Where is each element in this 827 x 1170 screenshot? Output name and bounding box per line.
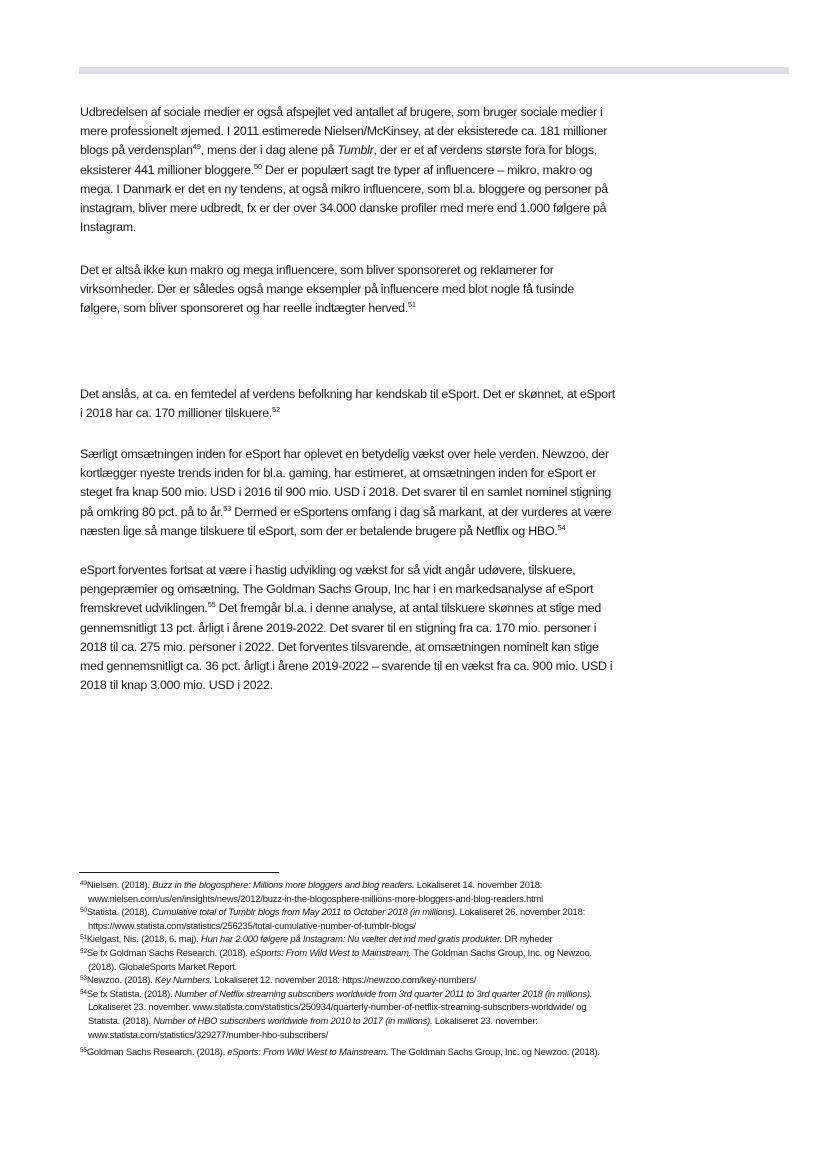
paragraph-influencers: Udbredelsen af sociale medier er også afspejlet ved antallet af brugere, som bruger sociale medier i mere professionelt øjemed. I 2011 estimerede Nielsen/McKinsey, at der eksisterede ca. 181 millioner blogs på verdensplan$^{49}$, mens der i dag alene på Tumblr, der er et af verdens største fora for blogs, eksisterer 441 millioner bloggere.$^{50}$ Der er populært sagt tre typer af influencere – mikro, makro og mega. I Danmark er det en ny tendens, at også mikro influencere, som bl.a. bloggere og personer på instagram, bliver mere udbredt, fx er der over 34.000 danske profiler med mere end 1.000 følgere på Instagram. (80, 105, 608, 235)
footnote-ref[interactable]: 52 (272, 405, 280, 415)
footnote-53: $^{53}$Newzoo. (2018). Key Numbers. Lokaliseret 12. november 2018: https://newzoo.com/key-numbers/ (80, 974, 477, 986)
footnote-55: $^{55}$Goldman Sachs Research. (2018). eSports: From Wild West to Mainstream. The Goldman Sachs Group, Inc. og Newzoo. (2018). (80, 1046, 600, 1058)
header-rule (79, 67, 789, 74)
footnotes (80, 878, 620, 1059)
footnote-52: $^{52}$Se fx Goldman Sachs Research. (2018). eSports: From Wild West to Mainstream. The Goldman Sachs Group, Inc. og Newzoo. (2018). GlobaleSports Market Report. (80, 946, 592, 972)
footnote-51: $^{51}$Kielgast, Nis. (2018, 6. maj). Hun har 2.000 følgere på Instagram: Nu vælter det ind med gratis produkter. DR nyheder (80, 933, 553, 945)
footnote-ref[interactable]: 51 (407, 300, 416, 310)
paragraph-esport-revenue: Særligt omsætningen inden for eSport har oplevet en betydelig vækst over hele verden. Newzoo, der kortlægger nyeste trends inden for bl.a. gaming, har estimeret, at omsætningen inden for eSport er steget fra knap 500 mio. USD i 2016 til 900 mio. USD i 2018. Det svarer til en samlet nominel stigning på omkring 80 pct. på to år.$^{53}$ Dermed er eSportens omfang i dag så markant, at der vurderes at være næsten lige så mange tilskuere til eSport, som der er betalende brugere på Netflix og HBO.$^{54}$ (80, 447, 612, 538)
paragraph-esport-audience: Det anslås, at ca. en femtedel af verdens befolkning har kendskab til eSport. Det er skønnet, at eSport i 2018 har ca. 170 millioner tilskuere.$^{52}$ (80, 387, 615, 421)
footnote-ref[interactable]: 49 (192, 142, 201, 152)
footnote-separator (79, 872, 279, 873)
paragraph-sponsored: Det er altså ikke kun makro og mega influencere, som bliver sponsoreret og reklamerer for virksomheder. Der er således også mange eksempler på influencere med blot nogle få tusinde følgere, som bliver sponsoreret og har reelle indtægter herved.$^{51}$ (80, 263, 575, 316)
footnote-49: $^{49}$Nielsen. (2018). Buzz in the blogosphere: Millions more bloggers and blog readers. Lokaliseret 14. november 2018: www.nielsen.com/us/en/insights/news/2012/buzz-in-the-blogosphere-millions-more-bloggers-and-blog-readers.html (80, 879, 543, 904)
footnote-ref[interactable]: 53 (223, 503, 231, 513)
footnote-50: $^{50}$Statista. (2018). Cumulative total of Tumblr blogs from May 2011 to October 2018 (in millions). Lokaliseret 26. november 2018: https://www.statista.com/statistics/256235/total-cumulative-number-of-tumblr-blogs/ (80, 906, 585, 931)
paragraph-esport-forecast: eSport forventes fortsat at være i hastig udvikling og vækst for så vidt angår udøvere, tilskuere, pengepræmier og omsætning. The Goldman Sachs Group, Inc har i en markedsanalyse af eSport fremskrevet udviklingen.$^{55}$ Det fremgår bl.a. i denne analyse, at antal tilskuere skønnes at stige med gennemsnitligt 13 pct. årligt i årene 2019-2022. Det svarer til en stigning fra ca. 170 mio. personer i 2018 til ca. 275 mio. personer i 2022. Det forventes tilsvarende, at omsætningen nominelt kan stige med gennemsnitligt ca. 36 pct. årligt i årene 2019-2022 – svarende til en vækst fra ca. 900 mio. USD i 2018 til knap 3.000 mio. USD i 2022. (80, 563, 613, 693)
footnote-ref[interactable]: 50 (254, 161, 262, 171)
footnote-54: $^{54}$Se fx Statista. (2018). Number of Netflix streaming subscribers worldwide from 3rd quarter 2011 to 3rd quarter 2018 (in millions). Lokaliseret 23. november. www.statista.com/statistics/250934/quarterly-number-of-netflix-streaming-subscribers-worldwide/ og Statista. (2018). Number of HBO subscribers worldwide from 2010 to 2017 (in millions). Lokaliseret 23. november: www.statista.com/statistics/329277/number-hbo-subscribers/ (80, 987, 593, 1040)
footnote-ref[interactable]: 54 (557, 522, 566, 532)
footnote-ref[interactable]: 55 (207, 600, 216, 610)
